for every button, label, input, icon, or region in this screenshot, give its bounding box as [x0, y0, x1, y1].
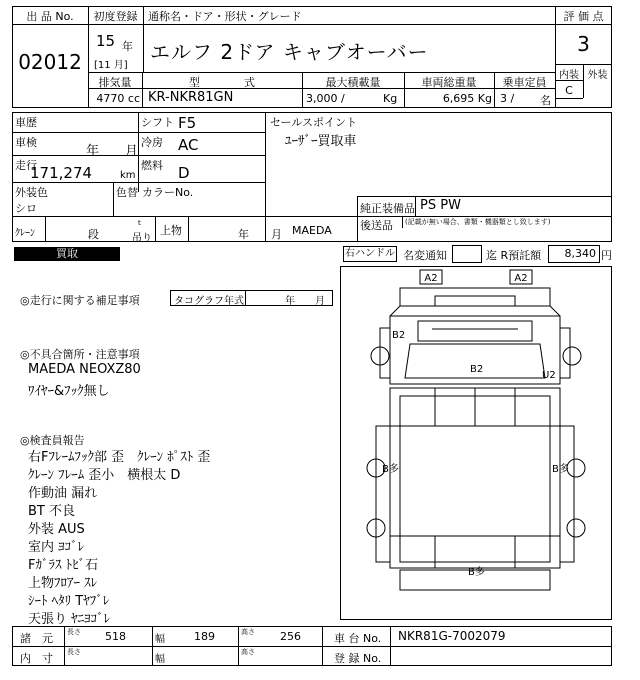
top-maker: MAEDA	[292, 224, 332, 237]
name-label: 通称名・ドア・形状・グレード	[148, 10, 302, 23]
capacity-label: 乗車定員	[502, 76, 547, 89]
chassis-value: NKR81G-7002079	[398, 629, 506, 643]
max-load-label: 最大積載量	[325, 76, 381, 89]
history-label: 車歴	[15, 116, 37, 129]
dims-label: 諸 元	[20, 632, 53, 645]
model-name: エルフ 2ドア キャブオーバー	[150, 40, 429, 64]
length-label: 長さ	[67, 628, 81, 636]
mileage-unit: km	[120, 170, 136, 181]
inner-dims-label: 内 寸	[20, 652, 53, 665]
color-value: シロ	[15, 202, 37, 215]
inspection-value: 年 月	[86, 144, 139, 159]
damage-label-a2-left: A2	[424, 273, 438, 284]
exterior-label: 外装	[587, 70, 608, 81]
year-unit: 年	[122, 40, 133, 53]
damage-label-b-right: B多	[552, 464, 569, 475]
r-amount: 8,340	[548, 245, 600, 263]
mileage-label: 走行	[15, 159, 37, 172]
defect-line: ﾜｲﾔｰ&ﾌｯｸ無し	[28, 384, 110, 399]
lot-number: 02012	[18, 50, 82, 74]
width-value: 189	[194, 630, 215, 643]
inspector-line: Fｶﾞﾗｽ ﾄﾋﾞ石	[28, 558, 99, 573]
name-change-label: 名変通知	[403, 249, 447, 262]
capacity-unit: 名	[540, 94, 551, 107]
aftermarket-note: (記載が無い場合、書類・機器類とし致します)	[405, 218, 551, 226]
inspector-line: BT 不良	[28, 504, 75, 519]
sales-point-label: セールスポイント	[270, 116, 358, 129]
sales-point-value: ﾕｰｻﾞｰ買取車	[285, 134, 357, 149]
length-value: 518	[105, 630, 126, 643]
first-reg-year: 15	[96, 32, 116, 50]
damage-label-b2-front: B2	[470, 364, 484, 375]
top-date: 年 月	[238, 228, 282, 241]
inspection-label: 車検	[15, 136, 37, 149]
height-label: 高さ	[241, 628, 255, 636]
defect-line: MAEDA NEOXZ80	[28, 362, 141, 377]
first-reg-label: 初度登録	[93, 10, 138, 23]
width-label: 幅	[155, 634, 165, 645]
inspector-line: ｼｰﾄ ﾍﾀﾘ Tﾔﾌﾞﾚ	[28, 594, 110, 609]
height-value: 256	[280, 630, 301, 643]
shift-label: シフト	[141, 116, 174, 129]
lot-label: 出 品 No.	[26, 10, 74, 23]
rating-value: 3	[577, 32, 590, 56]
inspector-line: 作動油 漏れ	[28, 486, 98, 501]
inspector-line: 外装 AUS	[28, 522, 85, 537]
equipment-value: PS PW	[420, 198, 461, 213]
model-code: KR-NKR81GN	[148, 90, 234, 105]
first-reg-month: [11 月]	[94, 60, 128, 71]
interior-label: 内装	[559, 70, 579, 81]
inspector-label: ◎検査員報告	[20, 434, 85, 447]
inspector-line: 上物ﾌﾛｱｰ ｽﾚ	[28, 576, 98, 591]
ac-value: AC	[178, 136, 199, 154]
inner-length-label: 長さ	[67, 648, 81, 656]
displacement-value: 4770 cc	[96, 92, 140, 105]
r-label: 迄 R預託額	[486, 249, 542, 262]
model-label: 型 式	[189, 76, 255, 89]
fuel-label: 燃料	[141, 159, 163, 172]
inspector-line: 右Fﾌﾚｰﾑﾌｯｸ部 歪 ｸﾚｰﾝ ﾎﾟｽﾄ 歪	[28, 450, 211, 465]
shift-value: F5	[178, 114, 197, 132]
aftermarket-label: 後送品	[360, 219, 393, 232]
damage-label-u2: U2	[542, 370, 556, 381]
inner-height-label: 高さ	[241, 648, 255, 656]
damage-label-b-left: B多	[382, 464, 399, 475]
max-load-value: 3,000 /	[306, 92, 345, 105]
color-change-label: 色替	[116, 186, 138, 199]
capacity-value: 3 /	[500, 92, 515, 105]
color-label: 外装色	[15, 186, 48, 199]
driving-notes-label: ◎走行に関する補足事項	[20, 294, 140, 307]
displacement-label: 排気量	[98, 76, 132, 89]
crane-stage: 段	[88, 228, 99, 241]
inspector-line: 天張り ﾔﾆﾖｺﾞﾚ	[28, 612, 111, 627]
tachograph-value: 年 月	[285, 296, 325, 307]
inner-width-label: 幅	[155, 654, 165, 665]
rating-label: 評 価 点	[563, 10, 604, 23]
truck-diagram	[340, 266, 612, 620]
interior-grade: C	[565, 84, 573, 97]
crane-hang: 吊り	[132, 233, 152, 244]
r-unit: 円	[601, 249, 612, 262]
damage-label-b-rear: B多	[468, 567, 485, 578]
top-label: 上物	[160, 224, 182, 237]
damage-label-a2-right: A2	[514, 273, 528, 284]
name-change-box	[452, 245, 482, 263]
damage-label-b2-cab: B2	[392, 330, 406, 341]
ac-label: 冷房	[141, 136, 163, 149]
mileage-value: 171,274	[30, 164, 93, 182]
crane-ton: t	[138, 219, 141, 227]
fuel-value: D	[178, 164, 190, 182]
tachograph-label: タコグラフ年式	[174, 296, 244, 307]
inspector-line: ｸﾚｰﾝ ﾌﾚｰﾑ 歪小 横根太 D	[28, 468, 181, 483]
crane-label: ｸﾚｰﾝ	[15, 228, 35, 239]
gross-weight-label: 車両総重量	[421, 76, 477, 89]
inspector-line: 室内 ﾖｺﾞﾚ	[28, 540, 85, 555]
chassis-label: 車 台 No.	[334, 632, 382, 645]
reg-label: 登 録 No.	[334, 652, 382, 665]
equipment-label: 純正装備品	[360, 202, 415, 215]
color-code-label: カラーNo.	[142, 186, 194, 199]
purchase-badge: 買取	[14, 247, 120, 261]
max-load-unit: Kg	[383, 92, 398, 105]
defects-label: ◎不具合箇所・注意事項	[20, 348, 140, 361]
gross-weight-value: 6,695 Kg	[442, 92, 492, 105]
handle-box: 右ハンドル	[343, 246, 397, 262]
